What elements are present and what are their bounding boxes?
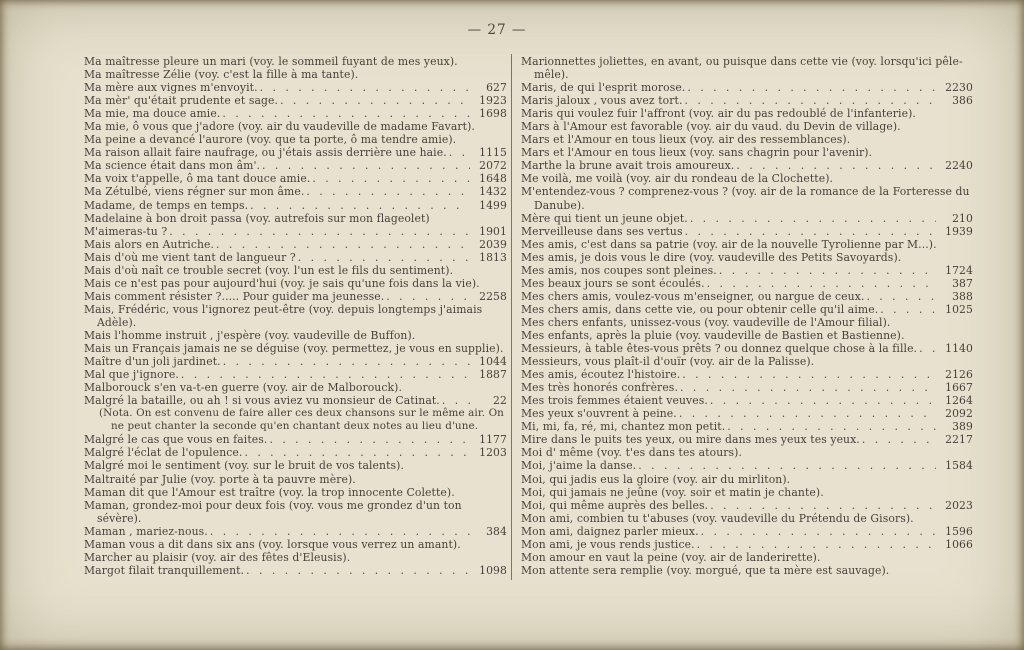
entry-title-text: Ma voix t'appelle, ô ma tant douce amie. (84, 172, 311, 186)
index-entry-with-number (521, 225, 973, 238)
index-entry (521, 172, 973, 185)
entry-title-text: Mes chers amis, voulez-vous m'enseigner, ou nargue de ceux. (521, 289, 865, 303)
dot-leader (250, 199, 470, 212)
air-number: 2072 (479, 159, 507, 173)
air-number: 2217 (945, 433, 973, 447)
entry-title-text: M'entendez-vous ? comprenez-vous ? (voy. air de la romance de la Forteresse du Danube). (521, 185, 970, 212)
index-left-column (84, 55, 507, 577)
entry-title-text: Mal que j'ignore. (84, 368, 179, 382)
dot-leader (210, 525, 470, 538)
index-entry-with-number (521, 525, 973, 538)
dot-leader (298, 251, 470, 264)
air-number: 1177 (479, 433, 507, 447)
entry-title-text: Maître d'un joli jardinet. (84, 355, 221, 369)
entry-title-text: Ma science était dans mon âm'. (84, 159, 261, 173)
entry-title-text: Maman , mariez-nous. (84, 524, 208, 538)
entry-title-text: Malgré le cas que vous en faites. (84, 433, 268, 447)
index-entry (84, 459, 507, 472)
entry-title-text: Mon ami, combien tu t'abuses (voy. vaudeville du Prétendu de Gisors). (521, 511, 914, 525)
page-number: — 27 — (467, 22, 527, 38)
dot-leader (181, 368, 470, 381)
index-entry-with-number (521, 394, 973, 407)
index-entry-with-number (84, 94, 507, 107)
dot-leader (223, 355, 470, 368)
index-entry-with-number (84, 394, 507, 407)
index-entry (84, 120, 507, 133)
entry-title-text: Moi, j'aime la danse. (521, 459, 637, 473)
entry-title-text: Marthe la brune avait trois amoureux. (521, 159, 735, 173)
index-entry (84, 329, 507, 342)
index-entry-with-number (84, 225, 507, 238)
index-entry (84, 277, 507, 290)
dot-leader (682, 368, 936, 381)
air-number: 2023 (945, 498, 973, 512)
index-entry (521, 146, 973, 159)
entry-title-text: Mars à l'Amour est favorable (voy. air du vaud. du Devin de village). (521, 120, 901, 134)
air-number: 1203 (479, 446, 507, 460)
index-entry-with-number (84, 238, 507, 251)
air-number: 1813 (479, 250, 507, 264)
entry-title-text: Maris qui voulez fuir l'affront (voy. air du pas redoublé de l'infanterie). (521, 107, 916, 121)
entry-title-text: Madelaine à bon droit passa (voy. autrefois sur mon flageolet) (84, 211, 430, 225)
entry-title-text: Mais alors en Autriche. (84, 237, 215, 251)
air-number: 389 (952, 420, 973, 434)
entry-title-text: Maris, de qui l'esprit morose. (521, 81, 686, 95)
entry-title-text: M'aimeras-tu ? (84, 224, 168, 238)
dot-leader (312, 172, 470, 185)
dot-leader (687, 81, 936, 94)
dot-leader (280, 94, 470, 107)
index-entry-with-number (521, 81, 973, 94)
index-entry-with-number (521, 407, 973, 420)
index-entry-with-number (521, 277, 973, 290)
entry-title-text: Mes yeux s'ouvrent à peine. (521, 407, 677, 421)
entry-title-text: Maman dit que l'Amour est traître (voy. la trop innocente Colette). (84, 485, 455, 499)
entry-title-text: Mars et l'Amour en tous lieux (voy. air des ressemblances). (521, 133, 851, 147)
index-entry-with-number (84, 355, 507, 368)
dot-leader (736, 159, 936, 172)
entry-title-text: Malgré moi le sentiment (voy. sur le bruit de vos talents). (84, 459, 405, 473)
air-number: 1115 (479, 146, 507, 160)
entry-title-text: Me voilà, me voilà (voy. air du rondeau de la Clochette). (521, 172, 834, 186)
index-entry-with-number (84, 564, 507, 577)
dot-leader (222, 107, 470, 120)
index-entry (521, 355, 973, 368)
index-entry (84, 303, 507, 329)
entry-title-text: (Nota. On est convenu de faire aller ces deux chansons sur le même air. On ne peut chanter la seconde qu'en chantant deux notes au lieu d'une. (99, 407, 504, 433)
index-entry (84, 212, 507, 225)
air-number: 2126 (945, 368, 973, 382)
entry-title-text: Ma mère aux vignes m'envoyit. (84, 81, 258, 95)
index-entry-with-number (521, 368, 973, 381)
entry-title-text: Maman, grondez-moi pour deux fois (voy. vous me grondez d'un ton sévère). (84, 498, 462, 525)
index-entry (521, 329, 973, 342)
dot-leader (260, 81, 470, 94)
air-number: 22 (493, 394, 507, 408)
index-entry (84, 407, 507, 433)
index-entry (84, 133, 507, 146)
entry-title-text: Messieurs, vous plaît-il d'ouïr (voy. air de la Palisse). (521, 355, 815, 369)
index-entry-with-number (521, 499, 973, 512)
index-entry (521, 55, 973, 81)
index-entry (84, 381, 507, 394)
air-number: 2240 (945, 159, 973, 173)
index-entry (84, 473, 507, 486)
dot-leader (707, 277, 936, 290)
index-entry (84, 538, 507, 551)
index-entry (84, 68, 507, 81)
entry-title-text: Mais l'homme instruit , j'espère (voy. vaudeville de Buffon). (84, 328, 416, 342)
index-entry-with-number (521, 342, 973, 355)
index-entry (521, 120, 973, 133)
dot-leader (719, 264, 936, 277)
index-entry (521, 185, 973, 211)
dot-leader (710, 394, 936, 407)
index-entry-with-number (84, 81, 507, 94)
air-number: 384 (486, 524, 507, 538)
index-entry-with-number (521, 159, 973, 172)
air-number: 387 (952, 276, 973, 290)
entry-title-text: Moi, qui même auprès des belles. (521, 498, 709, 512)
dot-leader (638, 459, 936, 472)
entry-title-text: Mes chers enfants, unissez-vous (voy. vaudeville de l'Amour filial). (521, 315, 891, 329)
index-entry-with-number (84, 290, 507, 303)
dot-leader (216, 238, 470, 251)
entry-title-text: Ma mie, ma douce amie. (84, 107, 221, 121)
air-number: 1698 (479, 107, 507, 121)
index-entry-with-number (521, 538, 973, 551)
index-entry (521, 238, 973, 251)
entry-title-text: Mon amour en vaut la peine (voy. air de landerirette). (521, 550, 821, 564)
index-entry-with-number (521, 212, 973, 225)
entry-title-text: Mire dans le puits tes yeux, ou mire dans mes yeux tes yeux. (521, 433, 860, 447)
entry-title-text: Moi d' même (voy. t'es dans tes atours). (521, 446, 743, 460)
dot-leader (880, 303, 936, 316)
entry-title-text: Mais un Français jamais ne se déguise (voy. permettez, je vous en supplie). (84, 342, 504, 356)
entry-title-text: Maman vous a dit dans six ans (voy. lorsque vous verrez un amant). (84, 537, 461, 551)
air-number: 210 (952, 211, 973, 225)
air-number: 1667 (945, 381, 973, 395)
dot-leader (269, 433, 470, 446)
index-entry-with-number (521, 303, 973, 316)
index-entry-with-number (521, 433, 973, 446)
dot-leader (306, 185, 470, 198)
dot-leader (710, 499, 936, 512)
index-entry (521, 316, 973, 329)
entry-title-text: Mes trois femmes étaient veuves. (521, 394, 708, 408)
entry-title-text: Mes enfants, après la pluie (voy. vaudeville de Bastien et Bastienne). (521, 328, 905, 342)
dot-leader (169, 225, 470, 238)
dot-leader (701, 525, 936, 538)
index-entry-with-number (521, 381, 973, 394)
index-entry-with-number (84, 446, 507, 459)
index-entry-with-number (84, 159, 507, 172)
entry-title-text: Ma mèr' qu'était prudente et sage. (84, 94, 279, 108)
index-entry (521, 551, 973, 564)
entry-title-text: Maris jaloux , vous avez tort. (521, 94, 683, 108)
entry-title-text: Messieurs, à table êtes-vous prêts ? ou donnez quelque chose à la fille. (521, 342, 918, 356)
air-number: 627 (486, 81, 507, 95)
dot-leader (442, 394, 470, 407)
index-entry (84, 342, 507, 355)
entry-title-text: Mais d'où me vient tant de langueur ? (84, 250, 296, 264)
air-number: 1432 (479, 185, 507, 199)
index-entry-with-number (84, 146, 507, 159)
dot-leader (866, 290, 936, 303)
dot-leader (244, 446, 470, 459)
dot-leader (685, 94, 937, 107)
entry-title-text: Mais comment résister ?..... Pour guider ma jeunesse. (84, 289, 385, 303)
entry-title-text: Ma peine a devancé l'aurore (voy. que ta porte, ô ma tendre amie). (84, 133, 457, 147)
entry-title-text: Malgré la bataille, ou ah ! si vous aviez vu monsieur de Catinat. (84, 394, 440, 408)
air-number: 388 (952, 289, 973, 303)
index-entry-with-number (521, 94, 973, 107)
entry-title-text: Mais ce n'est pas pour aujourd'hui (voy. je sais qu'une fois dans la vie). (84, 276, 480, 290)
entry-title-text: Ma maîtresse pleure un mari (voy. le sommeil fuyant de mes yeux). (84, 55, 458, 68)
index-entry (521, 512, 973, 525)
air-number: 2092 (945, 407, 973, 421)
index-entry-with-number (84, 433, 507, 446)
dot-leader (262, 159, 470, 172)
entry-title-text: Mes beaux jours se sont écoulés. (521, 276, 705, 290)
index-entry (521, 251, 973, 264)
entry-title-text: Madame, de temps en temps. (84, 198, 249, 212)
dot-leader (680, 381, 936, 394)
air-number: 1140 (945, 342, 973, 356)
entry-title-text: Mes amis, nos coupes sont pleines. (521, 263, 717, 277)
air-number: 1025 (945, 302, 973, 316)
entry-title-text: Marionnettes joliettes, en avant, ou puisque dans cette vie (voy. lorsqu'ici pêle-mêle). (521, 55, 963, 82)
index-entry (84, 55, 507, 68)
air-number: 2039 (479, 237, 507, 251)
air-number: 1098 (479, 563, 507, 577)
air-number: 1066 (945, 537, 973, 551)
dot-leader (862, 433, 936, 446)
dot-leader (246, 564, 470, 577)
entry-title-text: Ma maîtresse Zélie (voy. c'est la fille à ma tante). (84, 68, 359, 82)
air-number: 386 (952, 94, 973, 108)
air-number: 1264 (945, 394, 973, 408)
entry-title-text: Mais, Frédéric, vous l'ignorez peut-être (voy. depuis longtemps j'aimais Adèle). (84, 302, 483, 329)
dot-leader (727, 420, 936, 433)
index-entry (84, 499, 507, 525)
entry-title-text: Margot filait tranquillement. (84, 563, 245, 577)
index-entry (521, 473, 973, 486)
dot-leader (685, 225, 936, 238)
dot-leader (697, 538, 936, 551)
index-entry-with-number (84, 172, 507, 185)
entry-title-text: Mes amis, je dois vous le dire (voy. vaudeville des Petits Savoyards). (521, 250, 902, 264)
entry-title-text: Mon ami, daignez parler mieux. (521, 524, 699, 538)
index-entry-with-number (84, 199, 507, 212)
entry-title-text: Malborouck s'en va-t-en guerre (voy. air de Malborouck). (84, 381, 402, 395)
entry-title-text: Mi, mi, fa, ré, mi, chantez mon petit. (521, 420, 726, 434)
entry-title-text: Mes chers amis, dans cette vie, ou pour obtenir celle qu'il aime. (521, 302, 879, 316)
air-number: 1648 (479, 172, 507, 186)
entry-title-text: Merveilleuse dans ses vertus (521, 224, 683, 238)
index-entry-with-number (521, 264, 973, 277)
index-entry (521, 107, 973, 120)
entry-title-text: Maltraité par Julie (voy. porte à ta pauvre mère). (84, 472, 356, 486)
index-entry (84, 264, 507, 277)
column-divider-rule (511, 54, 512, 580)
air-number: 1901 (479, 224, 507, 238)
index-entry-with-number (84, 107, 507, 120)
index-entry-with-number (84, 251, 507, 264)
index-entry (521, 133, 973, 146)
index-entry (84, 551, 507, 564)
index-entry (84, 486, 507, 499)
air-number: 2258 (479, 289, 507, 303)
entry-title-text: Mes amis, écoutez l'histoire. (521, 368, 681, 382)
entry-title-text: Ma Zétulbé, viens régner sur mon âme. (84, 185, 305, 199)
entry-title-text: Moi, qui jadis eus la gloire (voy. air du mirliton). (521, 472, 791, 486)
index-entry (521, 486, 973, 499)
entry-title-text: Mes amis, c'est dans sa patrie (voy. air de la nouvelle Tyrolienne par M...). (521, 237, 937, 251)
dot-leader (919, 342, 936, 355)
air-number: 1724 (945, 263, 973, 277)
air-number: 1044 (479, 355, 507, 369)
entry-title-text: Mon ami, je vous rends justice. (521, 537, 695, 551)
entry-title-text: Ma mie, ô vous que j'adore (voy. air du vaudeville de madame Favart). (84, 120, 475, 134)
entry-title-text: Mars et l'Amour en tous lieux (voy. sans chagrin pour l'avenir). (521, 146, 873, 160)
entry-title-text: Mes très honorés confrères. (521, 381, 678, 395)
dot-leader (690, 212, 936, 225)
entry-title-text: Mais d'où naît ce trouble secret (voy. l'un est le fils du sentiment). (84, 263, 454, 277)
index-entry-with-number (84, 525, 507, 538)
air-number: 1499 (479, 198, 507, 212)
entry-title-text: Mère qui tient un jeune objet. (521, 211, 688, 225)
air-number: 1584 (945, 459, 973, 473)
air-number: 1596 (945, 524, 973, 538)
entry-title-text: Moi, qui jamais ne jeûne (voy. soir et matin je chante). (521, 485, 824, 499)
dot-leader (679, 407, 936, 420)
dot-leader (386, 290, 470, 303)
index-entry-with-number (521, 290, 973, 303)
index-entry-with-number (521, 420, 973, 433)
air-number: 1939 (945, 224, 973, 238)
entry-title-text: Malgré l'éclat de l'opulence. (84, 446, 243, 460)
air-number: 2230 (945, 81, 973, 95)
air-number: 1923 (479, 94, 507, 108)
entry-title-text: Ma raison allait faire naufrage, ou j'étais assis derrière une haie. (84, 146, 447, 160)
air-number: 1887 (479, 368, 507, 382)
index-entry-with-number (84, 185, 507, 198)
index-entry-with-number (521, 459, 973, 472)
index-right-column (521, 55, 973, 577)
index-entry (521, 564, 973, 577)
entry-title-text: Mon attente sera remplie (voy. morgué, que ta mère est sauvage). (521, 563, 890, 577)
index-entry (521, 446, 973, 459)
entry-title-text: Marcher au plaisir (voy. air des fêtes d'Eleusis). (84, 550, 351, 564)
index-entry-with-number (84, 368, 507, 381)
dot-leader (449, 146, 470, 159)
